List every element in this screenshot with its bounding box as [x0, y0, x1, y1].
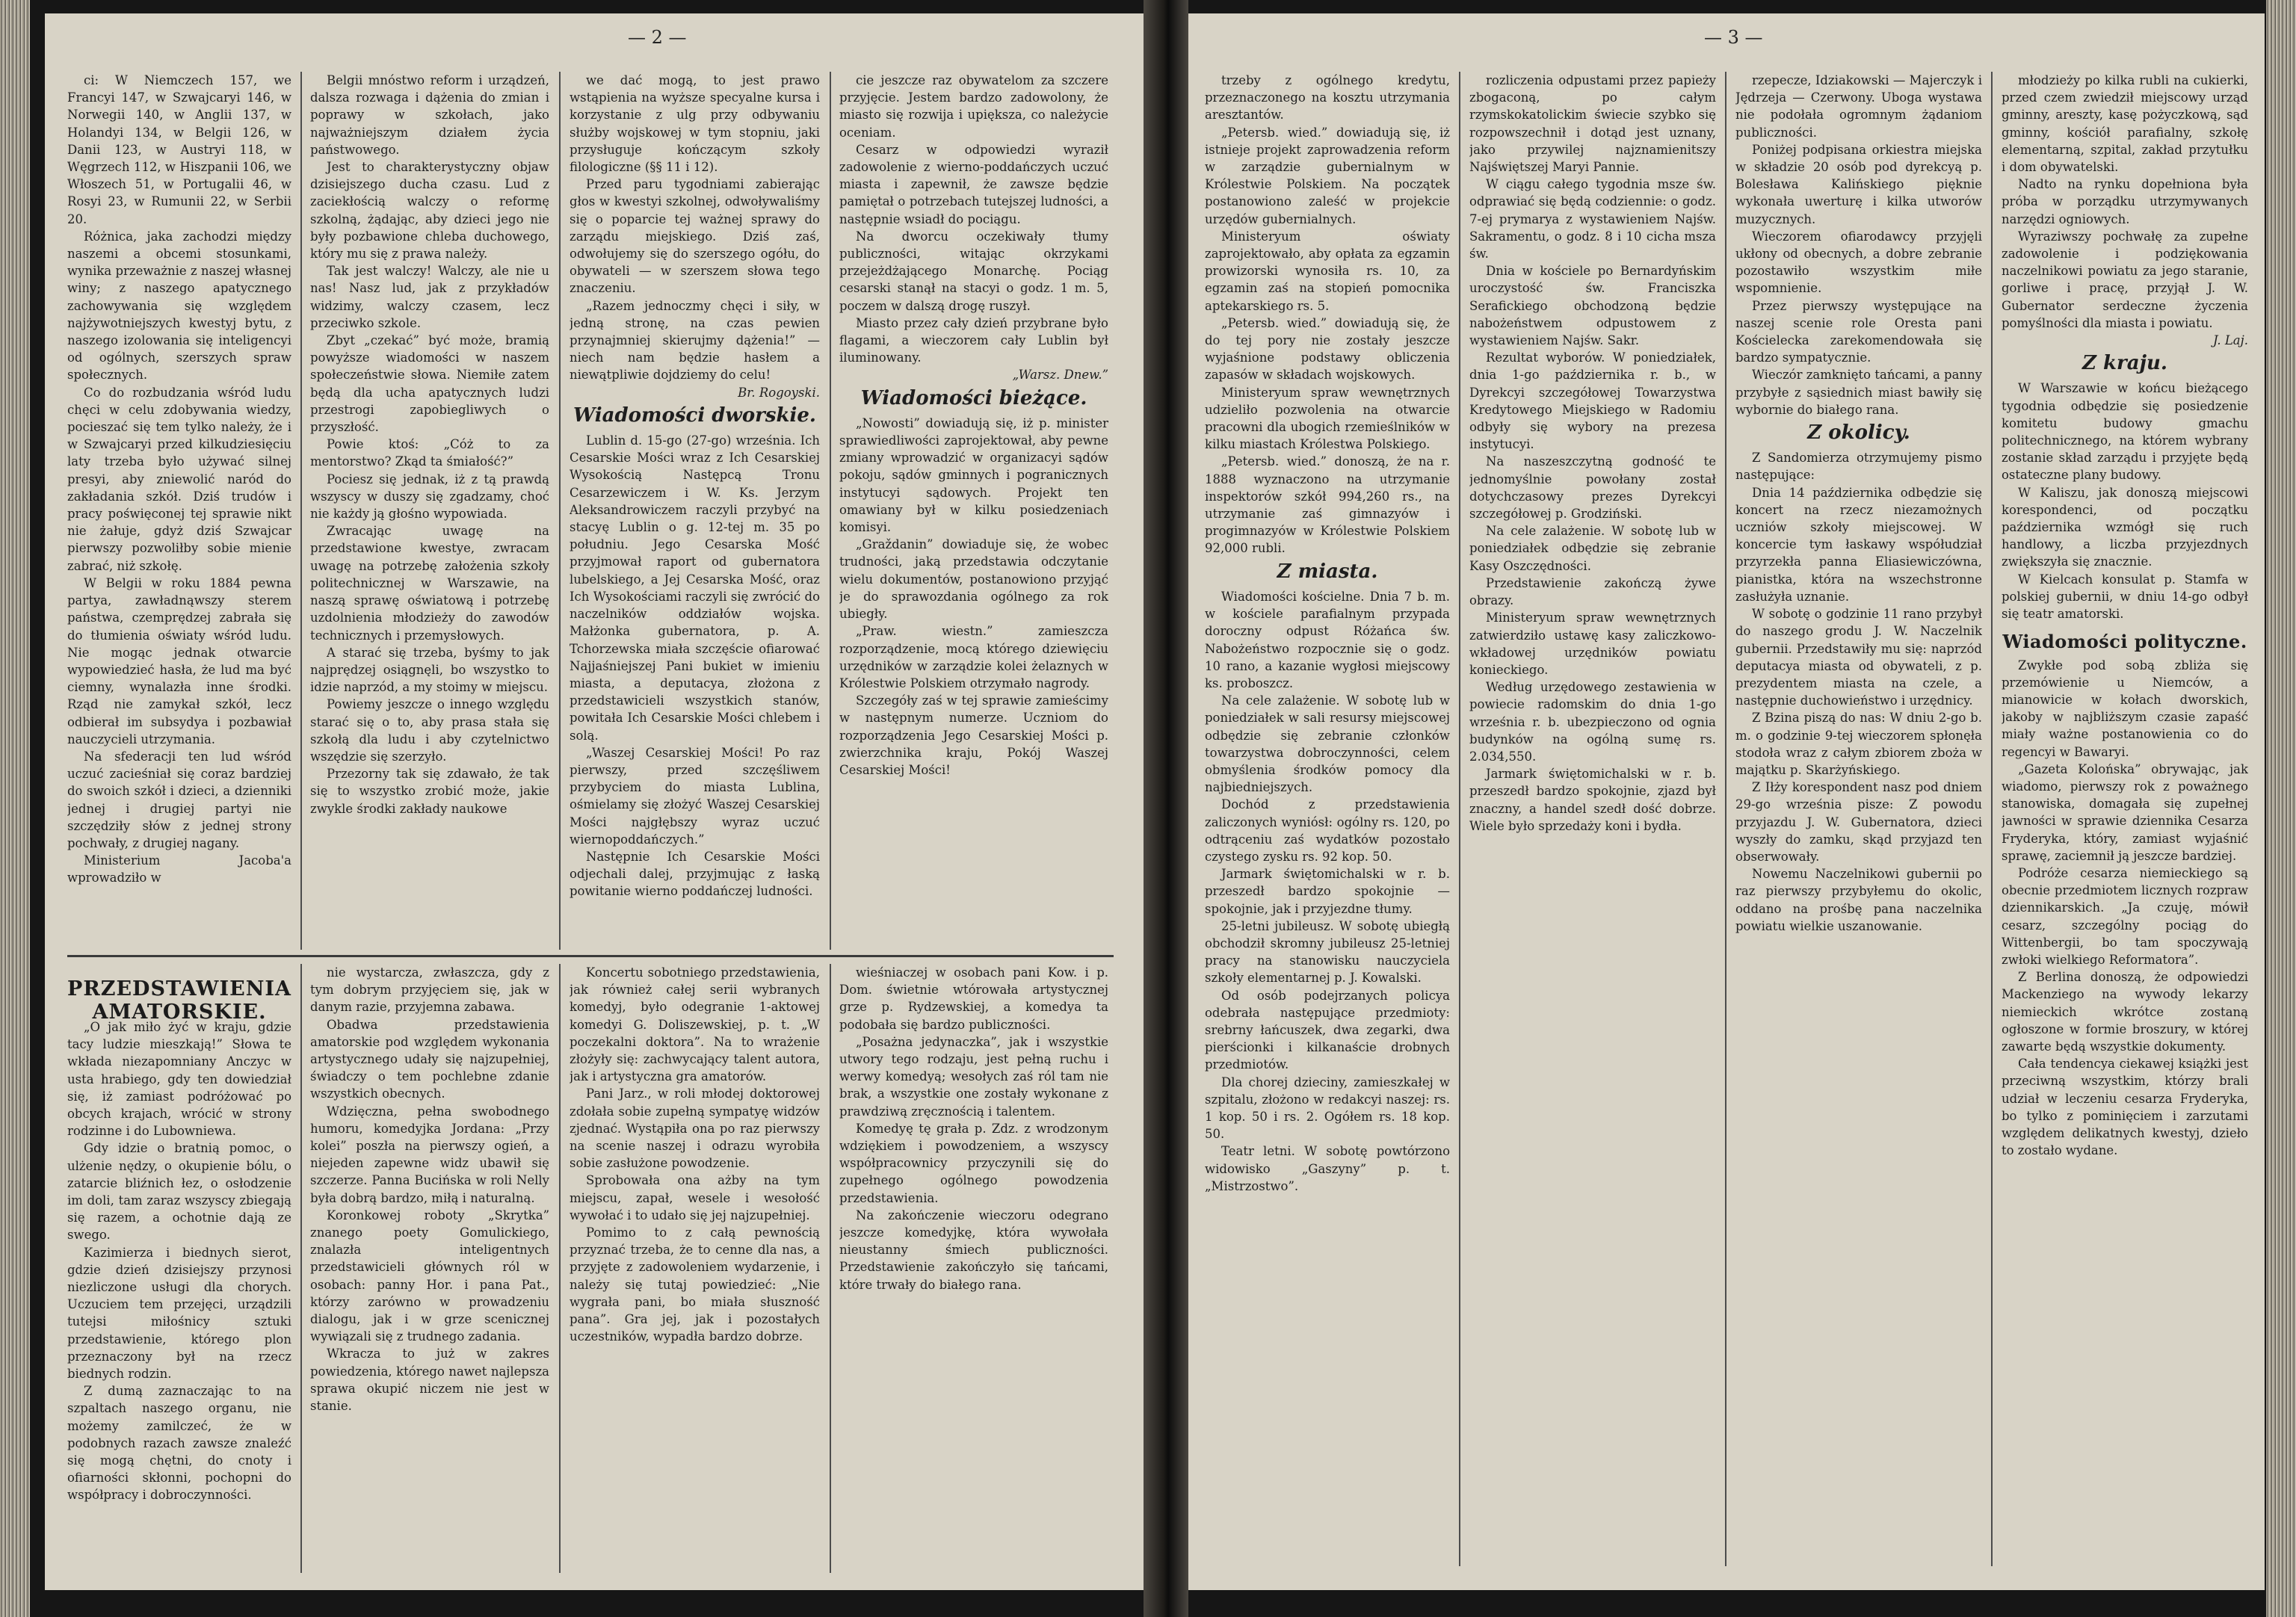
column-divider	[559, 964, 561, 1573]
feuilleton-col-2-text	[310, 964, 549, 1415]
paragraph: Wieczorem ofiarodawcy przyjęli ukłony od obecnych, a dobre zebranie pozostawiło wszystkim miłe wspomnienie.	[1735, 229, 1982, 296]
paragraph: Dnia 14 października odbędzie się koncert na rzecz niezamożnych uczniów szkoły miejscowej. W koncercie tym łaskawy współudział przyrzekła panna Eliasiewiczówna, pianistka, która na wszechstronne zasłużyła uznanie.	[1735, 485, 1982, 604]
column-divider	[1459, 72, 1460, 1566]
paragraph: Pomimo to z całą pewnością przyznać trzeba, że to cenne dla nas, a przyjęte z zadowoleniem wydarzenie, i należy się tutaj powiedzieć: „Nie wygrała pani, bo miała słuszność pana”. Gra jej, jak i pozostałych uczestników, wypadła bardzo dobrze.	[570, 1225, 820, 1344]
right-col-3	[1735, 72, 1982, 1566]
paragraph: Wkracza to już w zakres powiedzenia, którego nawet najlepsza sprawa okupić niczem nie jest w stanie.	[310, 1347, 549, 1414]
feuilleton-col-3-text	[570, 964, 820, 1345]
paragraph: Koncertu sobotniego przedstawienia, jak również całej serii wybranych komedyj, było odegranie 1-aktowej komedyi G. Doliszewskiej, p. t. „W poczekalni doktora”. Na to wrażenie złożyły się: zachwycający talent autora, jak i artystyczna gra amatorów.	[570, 965, 820, 1084]
left-col-3-text	[570, 72, 820, 384]
page-number-right: — 3 —	[1704, 27, 1763, 48]
paragraph: „Nowosti” dowiadują się, iż p. minister sprawiedliwości zaprojektował, aby pewne zmiany wprowadzić w organizacyi sądów pokoju, sądów gminnych i pogranicznych instytucyi sądowych. Projekt ten omawiany był w kilku posiedzeniach komisyi.	[839, 415, 1108, 535]
paragraph: W Kaliszu, jak donoszą miejscowi korespondenci, od początku października wzmógł się ruch handlowy, a liczba przyjezdnych zwiększyła się znacznie.	[2002, 485, 2248, 569]
paragraph: Od osób podejrzanych policya odebrała następujące przedmioty: srebrny łańcuszek, dwa zegarki, dwa pierścionki i kilkanaście drobnych przedmiotów.	[1205, 988, 1450, 1072]
paragraph: Wieczór zamknięto tańcami, a panny przybyłe z sąsiednich miast bawiły się wybornie do białego rana.	[1735, 368, 1982, 417]
paragraph: Dochód z przedstawienia zaliczonych wyniósł: ogólny rs. 120, po odtrąceniu zaś wydatków pozostało czystego zysku rs. 92 kop. 50.	[1205, 797, 1450, 864]
paragraph: Obadwa przedstawienia amatorskie pod względem wykonania artystycznego udały się najzupełniej, świadczy o tem pochlebne zdanie wszystkich obecnych.	[310, 1017, 549, 1101]
okolicy-intro: Z Sandomierza otrzymujemy pismo następujące:	[1735, 451, 1982, 483]
paragraph: Cała tendencya ciekawej książki jest przeciwną wszystkim, którzy brali udział w leczeniu cesarza Fryderyka, bo tylko z pominięciem i zarzutami względem delikatnych kwestyj, dzieło to zostało wydane.	[2002, 1057, 2248, 1158]
paragraph: Ministeryum oświaty zaprojektowało, aby opłata za egzamin prowizorski wynosiła rs. 10, za egzamin zaś na stopień pomocnika aptekarskiego rs. 5.	[1205, 229, 1450, 313]
paragraph: Nowemu Naczelnikowi gubernii po raz pierwszy przybyłemu do okolic, oddano na prośbę pana naczelnika powiatu wielkie uszanowanie.	[1735, 867, 1982, 933]
paragraph: Zbyt „czekać” być może, bramią powyższe wiadomości w naszem społeczeństwie słowa. Niemiłe zatem będą dla ucha apatycznych ludzi przestrogi zapobiegliwych o przyszłość.	[310, 333, 549, 435]
book-edge-left	[0, 0, 30, 1617]
paragraph: W sobotę o godzinie 11 rano przybył do naszego grodu J. W. Naczelnik gubernii. Przedstawiły mu się: naprzód deputacya miasta od obywateli, z p. prezydentem miasta na czele, a następnie duchowieństwo i urzędnicy.	[1735, 607, 1982, 708]
paragraph: Różnica, jaka zachodzi między naszemi a obcemi stosunkami, wynika przeważnie z naszej własnej winy; z naszego apatycznego zachowywania się względem najżywotniejszych kwestyj bytu, z naszego izolowania się inteligencyi od ogólnych, szerszych spraw społecznych.	[67, 229, 291, 383]
feuilleton-title: PRZEDSTAWIENIA AMATORSKIE.	[67, 977, 291, 1024]
paragraph: Rezultat wyborów. W poniedziałek, dnia 1-go października r. b., w Dyrekcyi szczegółowej Towarzystwa Kredytowego Miejskiego w Radomiu odbyły się wybory na prezesa instytucyi.	[1469, 350, 1716, 452]
paragraph: Jest to charakterystyczny objaw dzisiejszego ducha czasu. Lud z zaciekłością walczy o reformę szkolną, żądając, aby dzieci jego nie były pozbawione chleba duchowego, który mu się z prawa należy.	[310, 160, 549, 262]
column-divider	[300, 964, 302, 1573]
paragraph: Szczegóły zaś w tej sprawie zamieścimy w następnym numerze. Uczniom do rozporządzenia Jego Cesarskiej Mości p. zwierzchnika kraju, Pokój Waszej Cesarskiej Mości!	[839, 693, 1108, 777]
paragraph: Tak jest walczy! Walczy, ale nie u nas! Nasz lud, jak z przykładów widzimy, walczy czasem, lecz przeciwko szkole.	[310, 264, 549, 330]
feuilleton-col-3	[570, 964, 820, 1573]
paragraph: W ciągu całego tygodnia msze św. odprawiać się będą codziennie: o godz. 7-ej prymarya z wystawieniem Najśw. Sakramentu, o godz. 8 i 10 cicha msza św.	[1469, 177, 1716, 262]
paragraph: Na sfederacji ten lud wśród uczuć zacieśniał się coraz bardziej do swoich szkół i dzieci, a dzienniki jednej i drugiej partyi nie szczędziły słów z jednej strony pochwały, z drugiej nagany.	[67, 749, 291, 850]
paragraph: Z dumą zaznaczając to na szpaltach naszego organu, nie możemy zamilczeć, że w podobnych razach zawsze znaleźć się mogą chętni, do cnoty i ofiarności skłonni, pochopni do współpracy i dobroczynności.	[67, 1384, 291, 1503]
left-col-3	[570, 72, 820, 950]
paragraph: Gdy idzie o bratnią pomoc, o ulżenie nędzy, o okupienie bólu, o zatarcie bliźnich łez, o osłodzenie im doli, tam zaraz wszyscy zbiegają się razem, a ochotnie dają ze swego.	[67, 1141, 291, 1243]
z-miasta-text	[1205, 588, 1450, 1195]
paragraph: Dla chorej dzieciny, zamieszkałej w szpitalu, złożono w redakcyi naszej: rs. 1 kop. 50 i rs. 2. Ogółem rs. 18 kop. 50.	[1205, 1075, 1450, 1142]
paragraph: Powie ktoś: „Cóż to za mentorstwo? Zkąd ta śmiałość?”	[310, 437, 549, 469]
paragraph: „Razem jednoczmy chęci i siły, w jedną stronę, na czas pewien przynajmniej skierujmy dążenia!” — niech nam będzie hasłem a niewątpliwie dojdziemy do celu!	[570, 298, 820, 383]
paragraph: Sprobowała ona ażby na tym miejscu, zapał, wesele i wesołość wywołać i to udało się jej najzupełniej.	[570, 1173, 820, 1222]
feuilleton-col-1-text	[67, 1018, 291, 1504]
feuilleton-col-4-text	[839, 964, 1108, 1293]
paragraph: W Kielcach konsulat p. Stamfa w polskiej gubernii, w dniu 14-go odbył się teatr amatorski.	[2002, 572, 2248, 622]
left-col-2-text	[310, 72, 549, 817]
feuilleton-divider	[67, 955, 1114, 957]
right-col-4-text	[2002, 72, 2248, 332]
paragraph: Cesarz w odpowiedzi wyraził zadowolenie z wierno-poddańczych uczuć miasta i zapewnił, że zawsze będzie pamiętał o potrzebach tutejszej ludności, a następnie wsiadł do pociągu.	[839, 142, 1108, 226]
paragraph: Miasto przez cały dzień przybrane było flagami, a wieczorem cały Lublin był iluminowany.	[839, 315, 1108, 365]
signature: „Warsz. Dnew.”	[1012, 368, 1108, 383]
paragraph: Przezorny tak się zdawało, że tak się to wszystko zrobić może, jakie zwykle środki zakłady naukowe	[310, 767, 549, 816]
z-kraju-text	[2002, 380, 2248, 622]
paragraph: ci: W Niemczech 157, we Francyi 147, w Szwajcaryi 146, w Norwegii 140, w Anglii 137, w Holandyi 134, w Belgii 126, w Danii 123, w Austryi 118, w Węgrzech 112, w Hiszpanii 106, we Włoszech 51, w Portugalii 46, w Rosyi 23, w Rumunii 22, w Serbii 20.	[67, 73, 291, 226]
paragraph: Na cele zalażenie. W sobotę lub w poniedziałek odbędzie się zebranie Kasy Oszczędności.	[1469, 524, 1716, 573]
right-col-4	[2002, 72, 2248, 1566]
paragraph: Z Berlina donoszą, że odpowiedzi Mackenziego na wywody lekarzy niemieckich wkrótce zostaną ogłoszone w formie broszury, w której zawarte będą wszystkie dokumenty.	[2002, 970, 2248, 1054]
paragraph: Nadto na rynku dopełniona była próba w porządku utrzymywanych narzędzi ogniowych.	[2002, 177, 2248, 226]
paragraph: Na zakończenie wieczoru odegrano jeszcze komedyjkę, która wywołała nieustanny śmiech publiczności. Przedstawienie zakończyło się tańcami, które trwały do białego rana.	[839, 1208, 1108, 1292]
paragraph: Teatr letni. W sobotę powtórzono widowisko „Gaszyny” p. t. „Mistrzostwo”.	[1205, 1144, 1450, 1193]
left-col-1-text	[67, 72, 291, 887]
page-number-left: — 2 —	[628, 27, 687, 48]
paragraph: wieśniaczej w osobach pani Kow. i p. Dom. świetnie wtórowała artystycznej grze p. Rydzewskiej, a komedya ta podobała się bardzo publiczności.	[839, 965, 1108, 1032]
right-page	[1188, 13, 2265, 1590]
paragraph: Pociesz się jednak, iż z tą prawdą wszyscy w duszy się zgadzamy, choć nie każdy ją głośno wypowiada.	[310, 472, 549, 522]
paragraph: Zwykłe pod sobą zbliża się przemówienie u Niemców, a mianowicie w kołach dworskich, jakoby w najbliższym czasie zapaść miały ważne postanowienia co do regencyi w Bawaryi.	[2002, 658, 2248, 759]
right-col-2-text	[1469, 72, 1716, 835]
paragraph: rzepecze, Idziakowski — Majerczyk i Jędrzeja — Czerwony. Uboga wystawa nie podołała ogromnym żądaniom publiczności.	[1735, 73, 1982, 140]
paragraph: Na dworcu oczekiwały tłumy publiczności, witając okrzykami przejeżdżającego Monarchę. Pociąg cesarski stanął na stacyi o godz. 1 m. 5, poczem w dalszą drogę ruszył.	[839, 229, 1108, 313]
column-divider	[559, 72, 561, 950]
dworskie-text	[570, 432, 820, 900]
paragraph: Powiemy jeszcze o innego względu starać się o to, aby prasa stała się szkołą dla ludu i aby czytelnictwo wszędzie się szerzyło.	[310, 697, 549, 764]
column-divider	[300, 72, 302, 950]
paragraph: we dać mogą, to jest prawo wstąpienia na wyższe specyalne kursa i korzystanie z ulg przy odbywaniu służby wojskowej w tym stopniu, jaki przysługuje kończącym szkoły filologiczne (§§ 11 i 12).	[570, 73, 820, 175]
paragraph: „Petersb. wied.” dowiadują się, że do tej pory nie zostały jeszcze wyjaśnione podstawy obliczenia zapasów w składach wojskowych.	[1205, 315, 1450, 383]
book-edge-right	[2266, 0, 2296, 1617]
left-col-1	[67, 72, 291, 950]
paragraph: Wiadomości kościelne. Dnia 7 b. m. w kościele parafialnym przypada doroczny odpust Różańca św. Nabożeństwo rozpocznie się o godz. 10 rano, a kazanie wygłosi miejscowy ks. proboszcz.	[1205, 589, 1450, 690]
left-page	[45, 13, 1144, 1590]
paragraph: Wyraziwszy pochwałę za zupełne zadowolenie i podziękowania naczelnikowi powiatu za jego staranie, gorliwe i pracę, przyjął J. W. Gubernator serdeczne życzenia pomyślności dla miasta i powiatu.	[2002, 229, 2248, 330]
paragraph: Na naszeszczytną godność te jednomyślnie powołany został dotychczasowy prezes Dyrekcyi szczegółowej p. Grodziński.	[1469, 454, 1716, 522]
paragraph: „O jak miło żyć w kraju, gdzie tacy ludzie mieszkają!” Słowa te wkłada niezapomniany Anczyc w usta hrabiego, gdy ten dowiedział się, iż zamiast podróżować po obcych krajach, wrócić w strony rodzinne i do Lubowniewa.	[67, 1020, 291, 1139]
right-col-1-text	[1205, 72, 1450, 557]
paragraph: Lublin d. 15-go (27-go) września. Ich Cesarskie Mości wraz z Ich Cesarskiej Wysokością Następcą Tronu Cesarzewiczem i W. Ks. Jerzym Aleksandrowiczem raczyli przybyć na stacyę Lublin o g. 12-tej m. 35 po południu. Jego Cesarska Mość przyjmował raport od gubernatora lubelskiego, a Jej Cesarska Mość, oraz Ich Wysokościami raczyli się zwrócić do naczelników oddziałów wojska. Małżonka gubernatora, p. A. Tchorzewska miała szczęście ofiarować Najjaśniejszej Pani bukiet w imieniu miasta, a deputacya, złożona z przedstawicieli wszystkich stanów, powitała Ich Cesarskie Mości chlebem i solą.	[570, 433, 820, 743]
left-col-4	[839, 72, 1108, 950]
section-heading-z-kraju: Z kraju.	[2082, 352, 2167, 375]
paragraph: „Gazeta Kolońska” obrywając, jak wiadomo, pierwszy rok z poważnego stanowiska, domagała się zupełnej jawności w sprawie dziennika Cesarza Fryderyka, który, zamiast wyjaśnić sprawę, zaciemnił ją jeszcze bardziej.	[2002, 761, 2248, 863]
column-divider	[1725, 72, 1726, 1566]
section-heading-z-miasta: Z miasta.	[1277, 560, 1378, 583]
paragraph: „Petersb. wied.” dowiadują się, iż istnieje projekt zaprowadzenia reform w zarządzie gubernialnym w Królestwie Polskiem. Na początek postanowiono zaleść w projekcie urzędów gubernialnych.	[1205, 125, 1450, 226]
paragraph: „Waszej Cesarskiej Mości! Po raz pierwszy, przed szczęśliwem przybyciem do miasta Lublina, ośmielamy się złożyć Waszej Cesarskiej Mości najgłębszy wyraz uczuć wiernopoddańczych.”	[570, 745, 820, 847]
feuilleton-col-2	[310, 964, 549, 1573]
paragraph: Ministeryum spraw wewnętrznych udzieliło pozwolenia na otwarcie pracowni dla ubogich rzemieślników w kilku miastach Królestwa Polskiego.	[1205, 385, 1450, 452]
paragraph: „Posażna jedynaczka”, jak i wszystkie utwory tego rodzaju, jest pełną ruchu i werwy komedyą; wesołych zaś ról tam nie brak, a wszystkie one zostały wykonane z prawdziwą zręcznością i talentem.	[839, 1034, 1108, 1119]
paragraph: rozliczenia odpustami przez papieży zbogaconą, po całym rzymskokatolickim świecie szybko się rozpowszechnił i dotąd jest uznany, jako przywilej najznamienitszy Najświętszej Maryi Pannie.	[1469, 73, 1716, 175]
paragraph: Na cele zalażenie. W sobotę lub w poniedziałek w sali resursy miejscowej odbędzie się zebranie członków towarzystwa dobroczynności, celem obmyślenia środków pomocy dla najbiedniejszych.	[1205, 693, 1450, 795]
paragraph: Jarmark świętomichalski w r. b. przeszedł bardzo spokojnie — spokojnie, jak i przyjezdne tłumy.	[1205, 867, 1450, 916]
paragraph: Ministerium Jacoba'a wprowadziło w	[67, 853, 291, 885]
paragraph: 25-letni jubileusz. W sobotę ubiegłą obchodził skromny jubileusz 25-letniej pracy na stanowisku nauczyciela szkoły elementarnej p. J. Kowalski.	[1205, 918, 1450, 986]
paragraph: Ministeryum spraw wewnętrznych zatwierdziło ustawę kasy zaliczkowo-wkładowej urzędników powiatu konieckiego.	[1469, 610, 1716, 677]
paragraph: Przed paru tygodniami zabierając głos w kwestyi szkolnej, odwoływaliśmy się o poparcie tej ważnej sprawy do zarządu miejskiego. Dziś zaś, odwołujemy się do szerszego ogółu, do obywateli — w szerszem słowa tego znaczeniu.	[570, 177, 820, 296]
biezace-text	[839, 415, 1108, 779]
paragraph: Dnia w kościele po Bernardyńskim uroczystość św. Franciszka Serafickiego obchodzoną będzie nabożeństwem odpustowem z wystawieniem Najśw. Sakr.	[1469, 264, 1716, 348]
paragraph: młodzieży po kilka rubli na cukierki, przed czem zwiedził miejscowy urząd gminny, areszty, kasę pożyczkową, sąd gminny, kościół parafialny, szkołę elementarną, szpital, zakład przytułku i dom obywatelski.	[2002, 73, 2248, 175]
paragraph: „Praw. wiestn.” zamieszcza rozporządzenie, mocą którego dziewięciu urzędników w zarządzie kolei żelaznych w Królestwie Polskiem otrzymało nagrody.	[839, 624, 1108, 690]
paragraph: Z Bzina piszą do nas: W dniu 2-go b. m. o godzinie 9-tej wieczorem spłonęła stodoła wraz z całym zbiorem zboża w majątku p. Skarżyńskiego.	[1735, 711, 1982, 777]
paragraph: Przedstawienie zakończą żywe obrazy.	[1469, 575, 1716, 608]
paragraph: Następnie Ich Cesarskie Mości odjechali dalej, przyjmując z łaską powitanie wierno poddańczej ludności.	[570, 849, 820, 899]
paragraph: Komedyę tę grała p. Zdz. z wrodzonym wdziękiem i powodzeniem, a wszyscy współpracownicy przyczynili się do zupełnego ogólnego powodzenia przedstawienia.	[839, 1121, 1108, 1205]
paragraph: nie wystarcza, zwłaszcza, gdy z tym dobrym przyjęciem się, jak w danym razie, przyjemna zabawa.	[310, 965, 549, 1015]
column-divider	[830, 72, 831, 950]
column-divider	[1991, 72, 1993, 1566]
column-divider	[830, 964, 831, 1573]
feuilleton-col-1	[67, 1018, 291, 1571]
paragraph: „Petersb. wied.” donoszą, że na r. 1888 wyznaczono na utrzymanie inspektorów szkół 994,260 rs., na utrzymanie zaś gimnazyów i progimnazyów w Królestwie Polskiem 92,000 rubli.	[1205, 454, 1450, 556]
paragraph: Wdzięczna, pełna swobodnego humoru, komedyjka Jordana: „Przy kolei” poszła na pierwszy ogień, a niejeden zapewne widz ubawił się szczerze. Panna Bucińska w roli Nelly była dobrą bardzo, miłą i naturalną.	[310, 1104, 549, 1205]
paragraph: W Belgii w roku 1884 pewna partya, zawładnąwszy sterem państwa, czemprędzej zabrała się do tłumienia oświaty wśród ludu. Nie mogąc jednak otwarcie wypowiedzieć hasła, że lud ma być ciemny, wynalazła inne środki. Rząd nie zamykał szkół, lecz odbierał im subsydya i pozbawiał nauczycieli utrzymania.	[67, 575, 291, 746]
feuilleton-col-4	[839, 964, 1108, 1573]
paragraph: Pani Jarz., w roli młodej doktorowej zdołała sobie zupełną sympatyę widzów zjednać. Wystąpiła ona po raz pierwszy na scenie naszej i odrazu wyrobiła sobie zasłużone powodzenie.	[570, 1086, 820, 1171]
paragraph: Zwracając uwagę na przedstawione kwestye, zwracam uwagę na potrzebę założenia szkoły politechnicznej w Warszawie, na naszą sprawę oświatową i potrzebę uzdolnienia młodzieży do zawodów technicznych i przemysłowych.	[310, 524, 549, 643]
paragraph: „Graždanin” dowiaduje się, że wobec trudności, jaką przedstawia odczytanie wielu dokumentów, postanowiono przyjąć je do sprawozdania ogólnego za rok ubiegły.	[839, 537, 1108, 622]
paragraph: Jarmark świętomichalski w r. b. przeszedł bardzo spokojnie, zjazd był znaczny, a handel szedł dość dobrze. Wiele było sprzedaży koni i bydła.	[1469, 767, 1716, 833]
left-col-4-text	[839, 72, 1108, 366]
paragraph: Poniżej podpisana orkiestra miejska w składzie 20 osób pod dyrekcyą p. Bolesława Kalińskiego pięknie wykonała uwerturę i kilka utworów muzycznych.	[1735, 142, 1982, 226]
z-okolicy-text	[1735, 484, 1982, 935]
paragraph: Co do rozbudzania wśród ludu chęci w celu zdobywania wiedzy, pocieszać się tem tylko należy, że i w Szwajcaryi przed kilkudziesięciu laty trzeba było używać silnej presyi, aby zniewolić naród do zakładania szkół. Dziś trudów i pracy poświęconej tej sprawie nikt nie żałuje, gdyż dziś Szwajcar pierwszy pozwoliłby sobie mienie zabrać, niż szkołę.	[67, 385, 291, 573]
section-heading-biezace: Wiadomości bieżące.	[860, 386, 1087, 409]
right-col-1	[1205, 72, 1450, 1566]
paragraph: A starać się trzeba, byśmy to jak najprędzej osiągnęli, bo wszystko to idzie naprzód, a my stoimy w miejscu.	[310, 645, 549, 695]
signature: J. Laj.	[2213, 333, 2248, 348]
right-col-3-text	[1735, 72, 1982, 418]
right-col-2	[1469, 72, 1716, 1566]
left-col-2	[310, 72, 549, 950]
paragraph: Koronkowej roboty „Skrytka” znanego poety Gomulickiego, znalazła inteligentnych przedstawicieli głównych ról w osobach: panny Hor. i pana Pat., którzy zarówno w prowadzeniu dialogu, jak i w grze scenicznej wywiązali się z trudnego zadania.	[310, 1208, 549, 1344]
paragraph: W Warszawie w końcu bieżącego tygodnia odbędzie się posiedzenie komitetu budowy gmachu politechnicznego, na którem wybrany zostanie skład zarządu i przyjęte będą ostateczne plany budowy.	[2002, 381, 2248, 483]
paragraph: Belgii mnóstwo reform i urządzeń, dalsza rozwaga i dążenia do zmian i poprawy w szkołach, jako najważniejszym działem życia państwowego.	[310, 73, 549, 157]
signature: Br. Rogoyski.	[738, 385, 820, 400]
polityczne-text	[2002, 657, 2248, 1160]
section-heading-polityczne: Wiadomości polityczne.	[2002, 631, 2247, 653]
paragraph: Kazimierza i biednych sierot, gdzie dzień dzisiejszy przynosi niezliczone usługi dla chorych. Uczuciem tem przejęci, urządzili tutejsi miłośnicy sztuki przedstawienie, którego plon przeznaczony był na rzecz biednych rodzin.	[67, 1245, 291, 1382]
paragraph: trzeby z ogólnego kredytu, przeznaczonego na kosztu utrzymania aresztantów.	[1205, 73, 1450, 123]
paragraph: Według urzędowego zestawienia w powiecie radomskim do dnia 1-go września r. b. ubezpieczono od ognia budynków na ogólną sumę rs. 2.034,550.	[1469, 680, 1716, 764]
paragraph: Z Iłży korespondent nasz pod dniem 29-go września pisze: Z powodu przyjazdu J. W. Gubernatora, dzieci wyszły do zamku, skąd przyjazd ten obserwowały.	[1735, 780, 1982, 864]
section-heading-dworskie: Wiadomości dworskie.	[573, 404, 816, 427]
paragraph: cie jeszcze raz obywatelom za szczere przyjęcie. Jestem bardzo zadowolony, że miasto się rozwija i upiększa, co należycie oceniam.	[839, 73, 1108, 140]
book-spine	[1144, 0, 1188, 1617]
section-heading-z-okolicy: Z okolicy.	[1807, 421, 1910, 445]
paragraph: Podróże cesarza niemieckiego są obecnie przedmiotem licznych rozpraw dziennikarskich. „Ja czuję, mówił cesarz, szczególny pociąg do Wittenbergii, bo tam spoczywają zwłoki wielkiego Reformatora”.	[2002, 865, 2248, 967]
paragraph: Przez pierwszy występujące na naszej scenie role Oresta pani Kościelecka zarekomendowała się bardzo sympatycznie.	[1735, 298, 1982, 365]
